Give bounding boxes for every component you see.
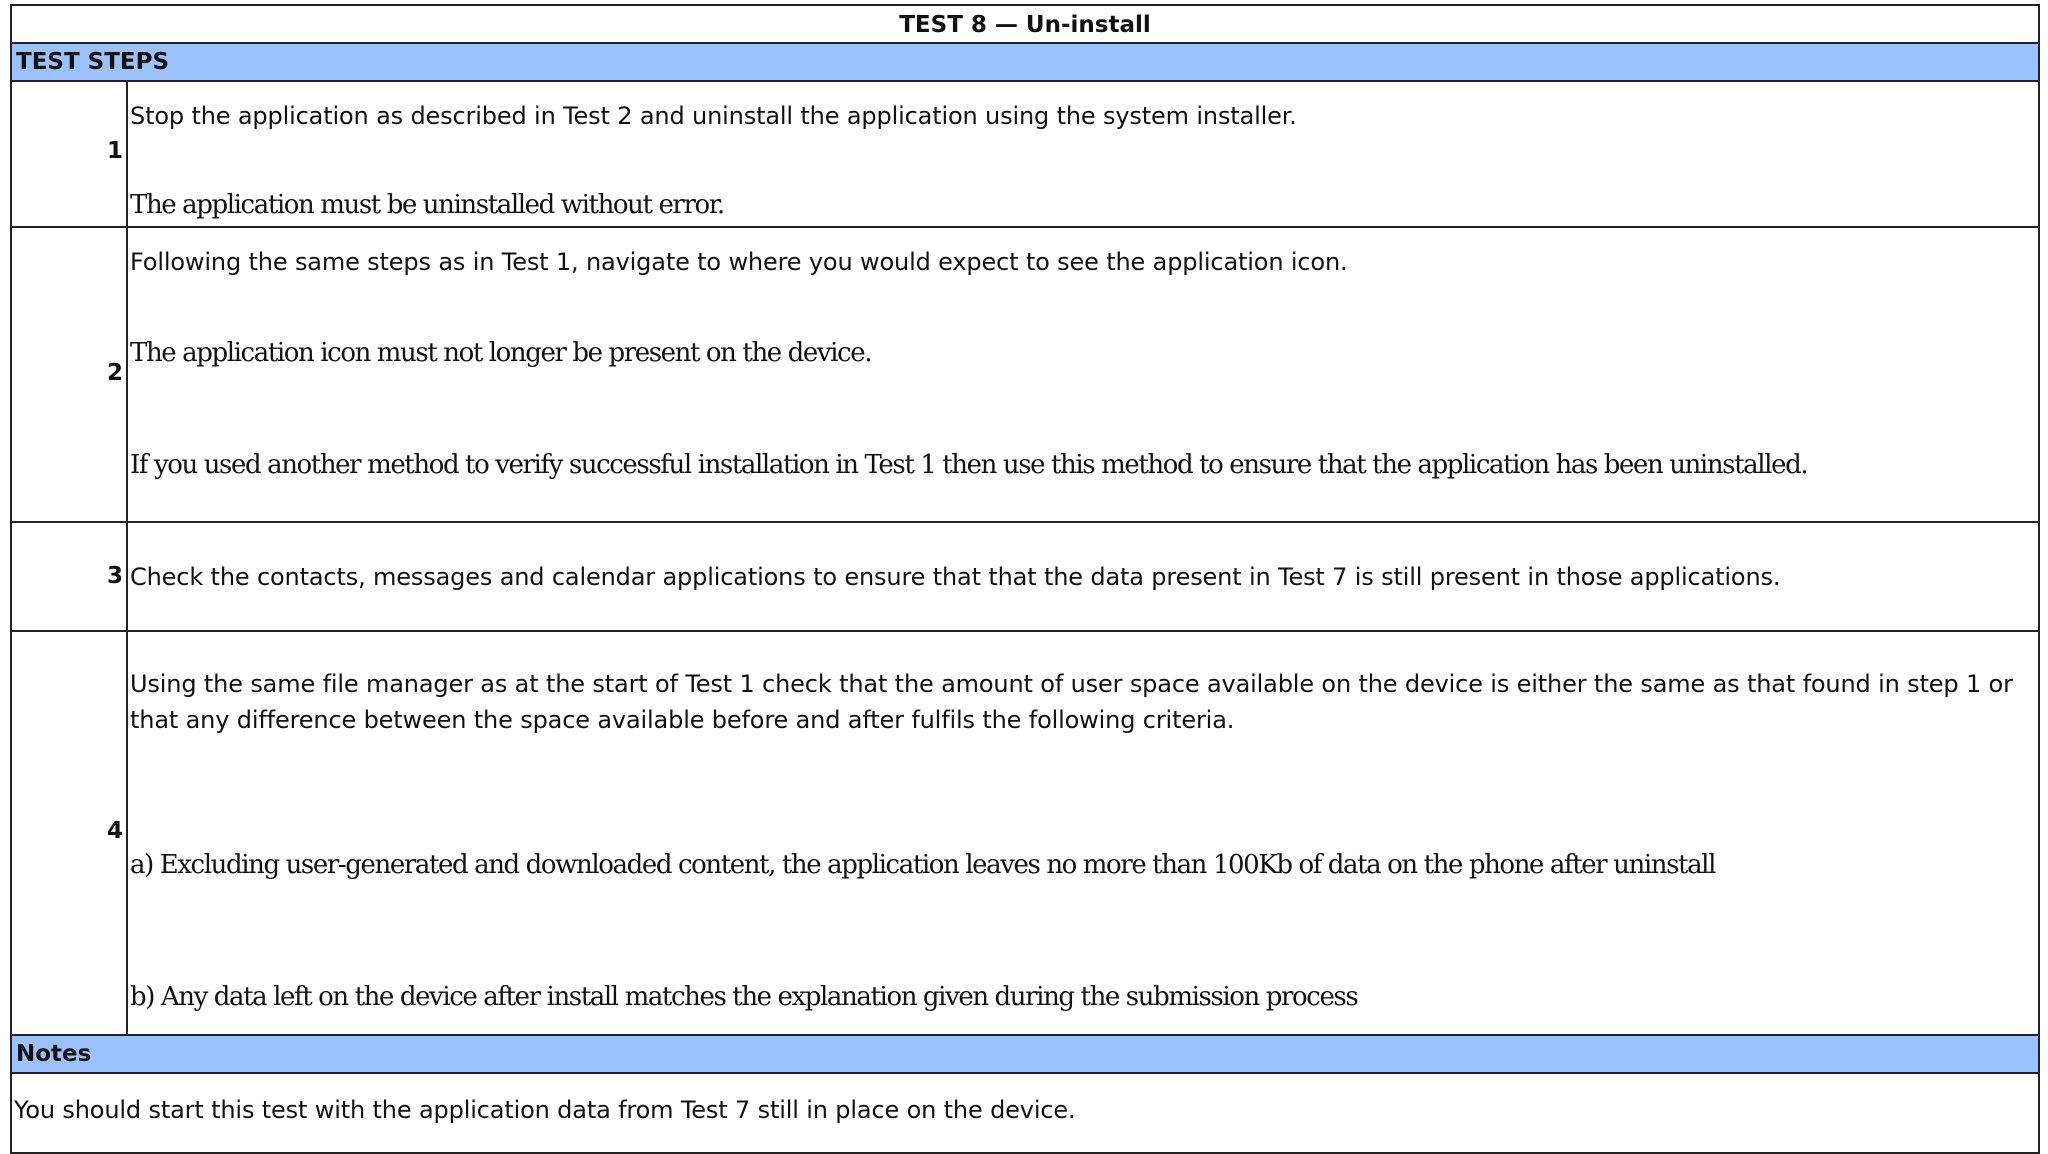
test-steps-header: TEST STEPS (10, 42, 2040, 82)
step-expected-result: The application icon must not longer be present on the device. (130, 338, 872, 368)
step-number-cell (12, 82, 128, 226)
step-expected-result: The application must be uninstalled without error. (130, 190, 724, 220)
notes-row (10, 1074, 2040, 1154)
test-title: TEST 8 — Un-install (10, 4, 2040, 42)
step-row-4 (10, 632, 2040, 1036)
step-number: 1 (106, 138, 123, 164)
step-instruction: Following the same steps as in Test 1, navigate to where you would expect to see the application icon. (130, 248, 1348, 276)
step-row-1 (10, 82, 2040, 228)
step-number-cell (12, 523, 128, 630)
step-instruction: Stop the application as described in Test 2 and uninstall the application using the system installer. (130, 102, 1297, 130)
step-number: 4 (106, 818, 123, 844)
step-number-cell (12, 632, 128, 1034)
step-instruction: Using the same file manager as at the start of Test 1 check that the amount of user space available on the device is either the same as that found in step 1 or that any difference between the space available before and after fulfils the following criteria. (130, 670, 2013, 734)
step-instruction: Check the contacts, messages and calendar applications to ensure that that the data present in Test 7 is still present in those applications. (130, 563, 1781, 591)
test-sheet (10, 0, 2040, 1152)
step-criteria-b: b) Any data left on the device after install matches the explanation given during the submission process (130, 982, 1358, 1012)
notes-text: You should start this test with the application data from Test 7 still in place on the device. (14, 1096, 1076, 1124)
step-criteria-a: a) Excluding user-generated and downloaded content, the application leaves no more than 100Kb of data on the phone after uninstall (130, 850, 1716, 880)
step-number: 2 (106, 360, 123, 386)
step-number-cell (12, 228, 128, 521)
step-verification-note: If you used another method to verify successful installation in Test 1 then use this method to ensure that the application has been uninstalled. (130, 450, 1808, 480)
step-row-2 (10, 228, 2040, 523)
step-number: 3 (106, 563, 123, 589)
step-row-3 (10, 523, 2040, 632)
notes-header: Notes (10, 1034, 2040, 1074)
